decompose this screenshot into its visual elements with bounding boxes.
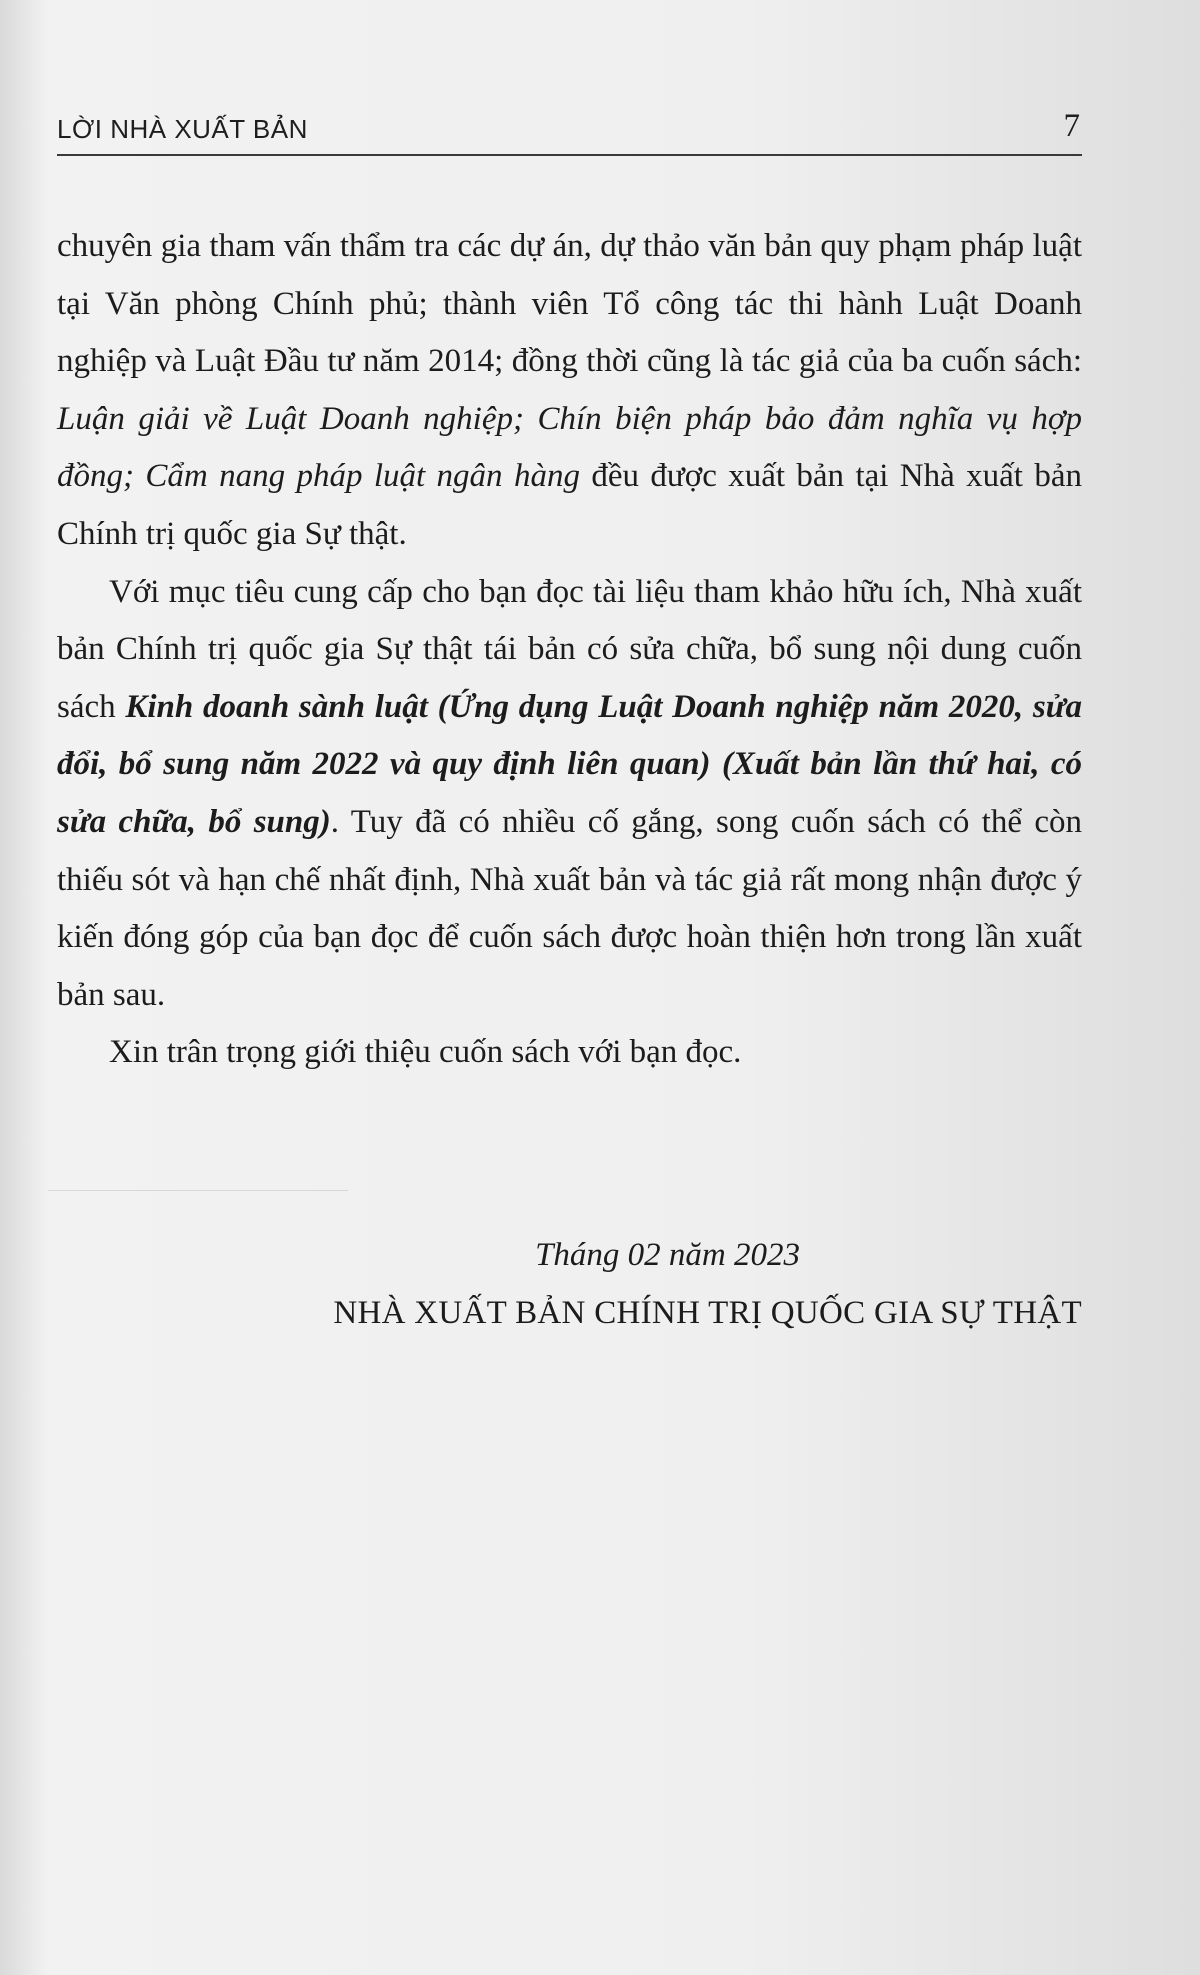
signature-date: Tháng 02 năm 2023 <box>535 1237 800 1273</box>
book-titles-italic: Luận giải về Luật Doanh nghiệp; Chín biện pháp bảo đảm nghĩa vụ hợp đồng; Cẩm nang pháp luật ngân hàng <box>57 400 1082 495</box>
paragraph-2 <box>57 564 1082 1025</box>
paragraph-1-text-a: chuyên gia tham vấn thẩm tra các dự án, dự thảo văn bản quy phạm pháp luật tại Văn phòng Chính phủ; thành viên Tổ công tác thi hành Luật Doanh nghiệp và Luật Đầu tư năm 2014; đồng thời cũng là tác giả của ba cuốn sách: <box>57 228 1082 380</box>
page-header <box>57 108 1082 156</box>
body-text <box>57 218 1082 1082</box>
signature-block <box>57 1226 1082 1342</box>
book-title-bold-italic: Kinh doanh sành luật (Ứng dụng Luật Doanh nghiệp năm 2020, sửa đổi, bổ sung năm 2022 và quy định liên quan) (Xuất bản lần thứ hai, có sửa chữa, bổ sung) <box>57 688 1082 840</box>
running-head: LỜI NHÀ XUẤT BẢN <box>57 114 308 144</box>
binding-shadow <box>0 0 48 1975</box>
signature-publisher: NHÀ XUẤT BẢN CHÍNH TRỊ QUỐC GIA SỰ THẬT <box>333 1295 1082 1331</box>
paragraph-1 <box>57 218 1082 564</box>
paragraph-2-text-a: Với mục tiêu cung cấp cho bạn đọc tài liệu tham khảo hữu ích, Nhà xuất bản Chính trị quốc gia Sự thật tái bản có sửa chữa, bổ sung nội dung cuốn sách <box>57 573 1082 725</box>
page-number: 7 <box>1063 108 1080 144</box>
paragraph-1-text-b: đều được xuất bản tại Nhà xuất bản Chính trị quốc gia Sự thật. <box>57 458 1082 552</box>
bleed-through-rule <box>48 1190 348 1191</box>
paragraph-2-text-b: . Tuy đã có nhiều cố gắng, song cuốn sách có thể còn thiếu sót và hạn chế nhất định, Nhà xuất bản và tác giả rất mong nhận được ý kiến đóng góp của bạn đọc để cuốn sách được hoàn thiện hơn trong lần xuất bản sau. <box>57 803 1082 1013</box>
paragraph-3: Xin trân trọng giới thiệu cuốn sách với bạn đọc. <box>109 1034 742 1071</box>
